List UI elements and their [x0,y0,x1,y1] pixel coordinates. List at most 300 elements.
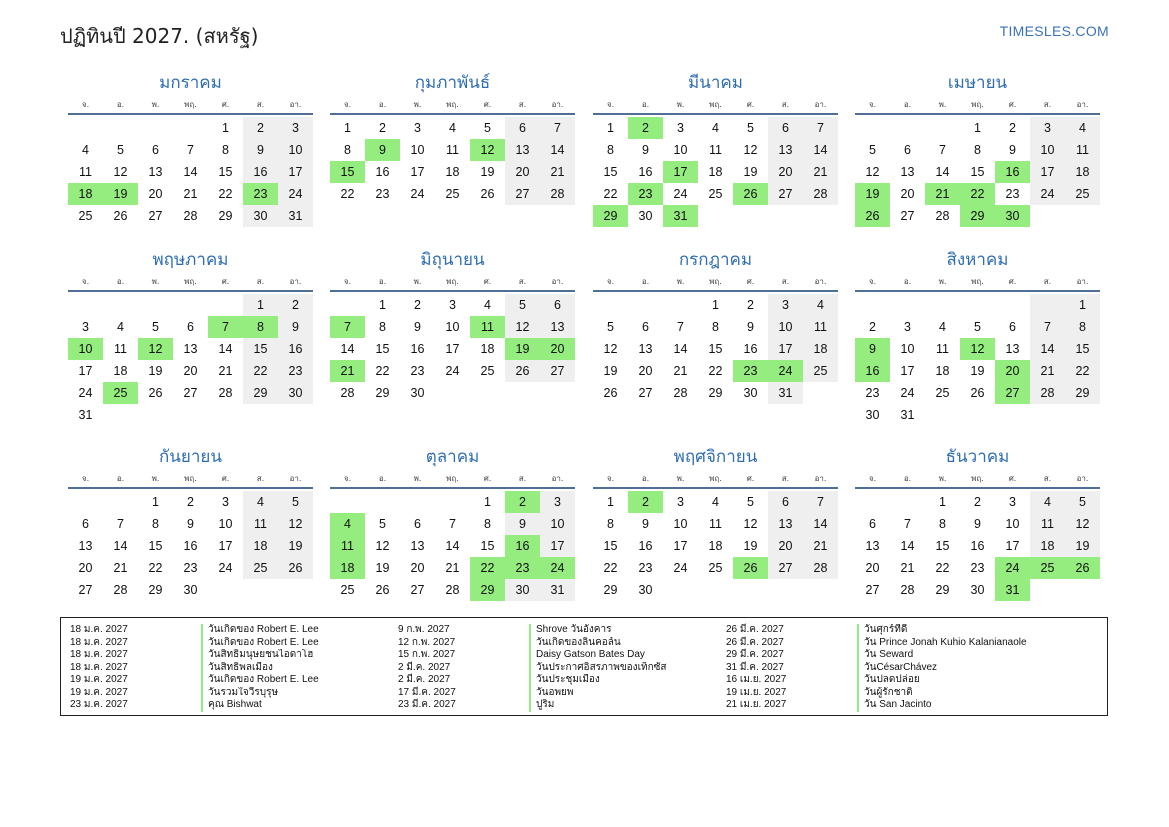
holiday-day-cell: 2 [505,491,540,513]
day-cell: 30 [278,382,313,404]
day-cell: 22 [243,360,278,382]
holiday-day-cell: 2 [628,117,663,139]
weekday-label: ศ. [483,474,492,483]
day-cell: 14 [803,513,838,535]
day-cell: 9 [642,517,649,531]
day-cell: 1 [939,495,946,509]
day-cell: 10 [218,517,233,531]
weekday-label: ส. [1043,474,1052,483]
day-cell: 4 [939,320,946,334]
weekday-label: พ. [151,277,160,286]
holiday-day-cell: 31 [995,579,1030,601]
day-cell: 6 [869,517,876,531]
weekday-label: ส. [256,277,265,286]
weekday-label: จ. [868,100,877,109]
day-grid [330,117,575,205]
holiday-date: 12 ก.พ. 2027 [398,636,456,648]
day-cell: 4 [484,298,491,312]
holiday-name: วันรวมใจวีรบุรุษ [201,687,388,700]
month-calendar [855,444,1100,601]
empty-day-cell [103,294,138,316]
weekday-label: พฤ. [709,277,722,286]
holiday-date: 2 มี.ค. 2027 [398,674,451,685]
day-cell: 28 [935,209,950,223]
holiday-name: วันผู้รักชาติ [857,687,1044,700]
month-calendar [855,70,1100,227]
day-cell: 23 [183,561,198,575]
day-cell: 20 [900,187,915,201]
holiday-date: 19 ม.ค. 2027 [70,686,128,698]
month-title: ตุลาคม [425,447,480,467]
empty-day-cell [330,294,365,316]
holiday-day-cell: 19 [855,183,890,205]
day-cell: 15 [1065,338,1100,360]
empty-day-cell [593,294,628,316]
day-cell: 1 [974,121,981,135]
day-cell: 20 [865,561,880,575]
weekday-label: พ. [676,474,685,483]
holiday-day-cell: 23 [243,183,278,205]
holiday-day-cell: 23 [628,183,663,205]
holiday-row [389,687,716,700]
holiday-date: 26 มี.ค. 2027 [726,636,784,648]
empty-day-cell [68,294,103,316]
day-cell: 20 [410,561,425,575]
day-cell: 30 [410,386,425,400]
empty-day-cell [330,491,365,513]
weekday-label: ส. [256,100,265,109]
empty-day-cell [68,117,103,139]
holiday-day-cell: 7 [208,316,243,338]
empty-day-cell [890,117,925,139]
day-cell: 8 [484,517,491,531]
day-cell: 2 [187,495,194,509]
holiday-date: 19 เม.ย. 2027 [726,686,787,698]
day-cell: 27 [768,183,803,205]
holiday-day-cell: 11 [330,535,365,557]
weekday-label: จ. [343,474,352,483]
day-cell: 28 [1030,382,1065,404]
day-cell: 27 [78,583,93,597]
day-grid [330,294,575,404]
holiday-day-cell: 19 [505,338,540,360]
day-cell: 2 [379,121,386,135]
holiday-day-cell: 26 [733,557,768,579]
day-grid [68,491,313,601]
day-cell: 5 [152,320,159,334]
holiday-date: 19 ม.ค. 2027 [70,674,128,685]
day-cell: 5 [484,121,491,135]
day-cell: 12 [1065,513,1100,535]
empty-day-cell [173,294,208,316]
day-cell: 5 [379,517,386,531]
brand-link[interactable]: TIMESLES.COM [999,23,1109,39]
day-grid [855,491,1100,601]
weekday-label: จ. [343,277,352,286]
day-cell: 30 [243,205,278,227]
weekday-label: ส. [781,474,790,483]
holiday-name: วัน Seward [857,649,1044,662]
day-cell: 28 [803,557,838,579]
day-cell: 3 [677,495,684,509]
day-cell: 19 [970,364,985,378]
day-cell: 26 [113,209,128,223]
day-cell: 20 [183,364,198,378]
weekday-header [68,98,313,115]
month-calendar [68,247,313,426]
day-cell: 13 [768,139,803,161]
day-cell: 15 [375,342,390,356]
day-cell: 13 [183,342,198,356]
day-cell: 6 [152,143,159,157]
holiday-row [61,674,388,687]
month-title: มีนาคม [688,73,743,93]
weekday-label: ส. [1043,100,1052,109]
day-cell: 19 [1065,535,1100,557]
weekday-label: อ. [903,277,912,286]
day-cell: 2 [974,495,981,509]
weekday-label: ส. [1043,277,1052,286]
holiday-name: วันเกิดของ Robert E. Lee [201,637,388,650]
holiday-name: วันศุกร์ที่ดี [857,624,1044,637]
day-cell: 15 [935,539,950,553]
day-cell: 15 [970,165,985,179]
day-cell: 7 [677,320,684,334]
empty-day-cell [925,294,960,316]
holiday-name: Shrove วันอังคาร [529,624,716,637]
weekday-label: อา. [814,474,827,483]
holiday-day-cell: 18 [330,557,365,579]
day-cell: 13 [148,165,163,179]
holiday-date: 18 ม.ค. 2027 [70,661,128,673]
day-cell: 11 [709,517,722,531]
day-cell: 8 [607,143,614,157]
day-cell: 16 [743,342,758,356]
holiday-day-cell: 16 [995,161,1030,183]
weekday-label: อ. [641,474,650,483]
month-calendar [593,247,838,404]
day-cell: 23 [375,187,390,201]
month-calendar [330,70,575,205]
holiday-date: 21 เม.ย. 2027 [726,699,787,710]
day-cell: 12 [113,165,128,179]
day-cell: 14 [218,342,233,356]
day-cell: 12 [743,143,758,157]
empty-day-cell [995,294,1030,316]
holiday-day-cell: 26 [855,205,890,227]
day-cell: 29 [243,382,278,404]
day-cell: 21 [445,561,460,575]
holiday-date: 31 มี.ค. 2027 [726,661,784,673]
weekday-label: อ. [116,277,125,286]
weekday-label: จ. [868,277,877,286]
day-cell: 27 [183,386,198,400]
empty-day-cell [208,294,243,316]
weekday-label: ศ. [746,474,755,483]
day-cell: 19 [480,165,495,179]
day-cell: 27 [148,209,163,223]
weekday-header [593,98,838,115]
day-cell: 28 [540,183,575,205]
day-cell: 17 [278,161,313,183]
empty-day-cell [1030,294,1065,316]
day-cell: 5 [747,121,754,135]
day-cell: 7 [1030,316,1065,338]
holiday-day-cell: 2 [628,491,663,513]
day-cell: 4 [243,491,278,513]
holiday-day-cell: 24 [995,557,1030,579]
empty-day-cell [103,491,138,513]
day-cell: 13 [540,316,575,338]
day-cell: 1 [243,294,278,316]
day-cell: 7 [904,517,911,531]
weekday-label: จ. [606,474,615,483]
day-cell: 30 [743,386,758,400]
day-cell: 4 [117,320,124,334]
holiday-name: วันสิทธิพลเมือง [201,662,388,675]
month-title: กุมภาพันธ์ [414,73,491,93]
day-cell: 6 [768,117,803,139]
day-cell: 17 [768,338,803,360]
weekday-label: อา. [1076,277,1089,286]
weekday-label: พ. [938,474,947,483]
day-cell: 21 [183,187,198,201]
holiday-day-cell: 23 [733,360,768,382]
holiday-day-cell: 22 [960,183,995,205]
day-cell: 9 [1009,143,1016,157]
day-cell: 22 [375,364,390,378]
holiday-row [717,624,1044,637]
day-cell: 17 [673,539,688,553]
day-cell: 25 [445,187,460,201]
holiday-row [61,699,388,712]
weekday-label: พ. [413,277,422,286]
day-cell: 11 [936,342,949,356]
weekday-label: อ. [378,277,387,286]
month-calendar [330,444,575,601]
month-title: กรกฎาคม [678,250,753,270]
day-cell: 6 [187,320,194,334]
holiday-day-cell: 12 [138,338,173,360]
day-cell: 11 [446,143,459,157]
day-cell: 16 [638,539,653,553]
holiday-day-cell: 9 [855,338,890,360]
day-cell: 19 [603,364,618,378]
holiday-date: 16 เม.ย. 2027 [726,674,787,685]
day-cell: 2 [747,298,754,312]
day-cell: 8 [974,143,981,157]
day-cell: 5 [278,491,313,513]
day-grid [855,117,1100,227]
day-cell: 4 [82,143,89,157]
day-cell: 25 [243,557,278,579]
holiday-day-cell: 15 [330,161,365,183]
weekday-label: พฤ. [971,277,984,286]
day-cell: 25 [1065,183,1100,205]
day-cell: 25 [803,360,838,382]
day-cell: 31 [540,579,575,601]
day-cell: 14 [540,139,575,161]
weekday-label: ศ. [221,474,230,483]
month-title: มกราคม [159,73,222,93]
day-cell: 29 [708,386,723,400]
month-title: พฤษภาคม [152,250,229,270]
weekday-label: พฤ. [184,100,197,109]
holiday-row [717,687,1044,700]
holiday-row [389,662,716,675]
day-cell: 24 [78,386,93,400]
day-cell: 13 [410,539,425,553]
weekday-label: อ. [378,100,387,109]
weekday-label: อ. [641,277,650,286]
day-cell: 6 [642,320,649,334]
day-cell: 20 [148,187,163,201]
day-cell: 1 [152,495,159,509]
day-cell: 10 [1030,139,1065,161]
day-cell: 25 [935,386,950,400]
empty-day-cell [68,491,103,513]
day-cell: 17 [410,165,425,179]
holiday-row [717,699,1044,712]
holiday-row [389,699,716,712]
holiday-date: 18 ม.ค. 2027 [70,624,128,635]
holiday-date: 23 ม.ค. 2027 [70,699,128,710]
day-cell: 8 [379,320,386,334]
day-cell: 10 [540,513,575,535]
empty-day-cell [435,491,470,513]
holiday-name: วันเกิดของลินคอล์น [529,637,716,650]
holiday-name: คุณ Bishwat [201,699,388,712]
weekday-label: อา. [814,100,827,109]
weekday-header [855,275,1100,292]
weekday-label: พฤ. [184,474,197,483]
day-cell: 29 [375,386,390,400]
day-cell: 24 [278,183,313,205]
day-cell: 28 [803,183,838,205]
day-cell: 14 [1030,338,1065,360]
day-cell: 26 [278,557,313,579]
day-cell: 16 [970,539,985,553]
day-cell: 13 [78,539,93,553]
holiday-name: วันปลดปล่อย [857,674,1044,687]
holiday-row [717,662,1044,675]
day-cell: 29 [218,209,233,223]
day-cell: 5 [607,320,614,334]
day-cell: 3 [1030,117,1065,139]
holiday-day-cell: 20 [995,360,1030,382]
day-cell: 16 [410,342,425,356]
holiday-day-cell: 26 [1065,557,1100,579]
day-cell: 1 [607,121,614,135]
month-title: พฤศจิกายน [673,447,758,467]
weekday-header [593,472,838,489]
day-cell: 22 [708,364,723,378]
holiday-name: วัน San Jacinto [857,699,1044,712]
day-cell: 11 [803,316,838,338]
holiday-row [717,649,1044,662]
weekday-label: ศ. [483,277,492,286]
holiday-day-cell: 25 [1030,557,1065,579]
day-cell: 14 [673,342,688,356]
day-cell: 15 [218,165,233,179]
weekday-label: พฤ. [971,474,984,483]
day-cell: 19 [148,364,163,378]
day-cell: 21 [803,161,838,183]
day-grid [593,491,838,601]
day-cell: 18 [445,165,460,179]
day-cell: 3 [904,320,911,334]
day-cell: 18 [708,539,723,553]
day-cell: 26 [375,583,390,597]
day-cell: 17 [445,342,460,356]
weekday-label: อา. [551,277,564,286]
holiday-list [60,617,1108,716]
holiday-row [389,674,716,687]
month-title: เมษายน [947,73,1008,93]
day-cell: 2 [414,298,421,312]
day-grid [68,117,313,227]
day-cell: 16 [278,338,313,360]
weekday-header [330,98,575,115]
day-cell: 30 [970,583,985,597]
weekday-label: จ. [81,277,90,286]
day-grid [68,294,313,426]
day-cell: 21 [803,535,838,557]
day-cell: 20 [768,161,803,183]
day-cell: 9 [505,513,540,535]
day-cell: 31 [900,408,915,422]
day-grid [330,491,575,601]
holiday-day-cell: 25 [103,382,138,404]
empty-day-cell [103,117,138,139]
day-cell: 25 [78,209,93,223]
holiday-name: Daisy Gatson Bates Day [529,649,716,662]
day-cell: 8 [152,517,159,531]
day-cell: 19 [278,535,313,557]
day-cell: 25 [340,583,355,597]
weekday-label: จ. [868,474,877,483]
holiday-row [61,687,388,700]
day-cell: 13 [505,139,540,161]
weekday-label: จ. [81,100,90,109]
day-cell: 14 [935,165,950,179]
day-cell: 15 [603,165,618,179]
weekday-header [68,472,313,489]
day-cell: 16 [638,165,653,179]
day-cell: 12 [278,513,313,535]
day-cell: 24 [673,187,688,201]
holiday-day-cell: 22 [470,557,505,579]
holiday-day-cell: 16 [505,535,540,557]
day-cell: 5 [747,495,754,509]
weekday-label: จ. [606,277,615,286]
day-cell: 1 [1065,294,1100,316]
empty-day-cell [890,491,925,513]
day-cell: 2 [1009,121,1016,135]
day-cell: 13 [1005,342,1020,356]
day-cell: 4 [803,294,838,316]
day-cell: 12 [865,165,880,179]
day-cell: 10 [445,320,460,334]
weekday-label: อ. [116,474,125,483]
day-cell: 19 [743,539,758,553]
holiday-day-cell: 20 [540,338,575,360]
day-cell: 2 [243,117,278,139]
day-cell: 5 [505,294,540,316]
weekday-label: อา. [1076,100,1089,109]
holiday-date: 15 ก.พ. 2027 [398,649,456,660]
day-cell: 9 [243,139,278,161]
